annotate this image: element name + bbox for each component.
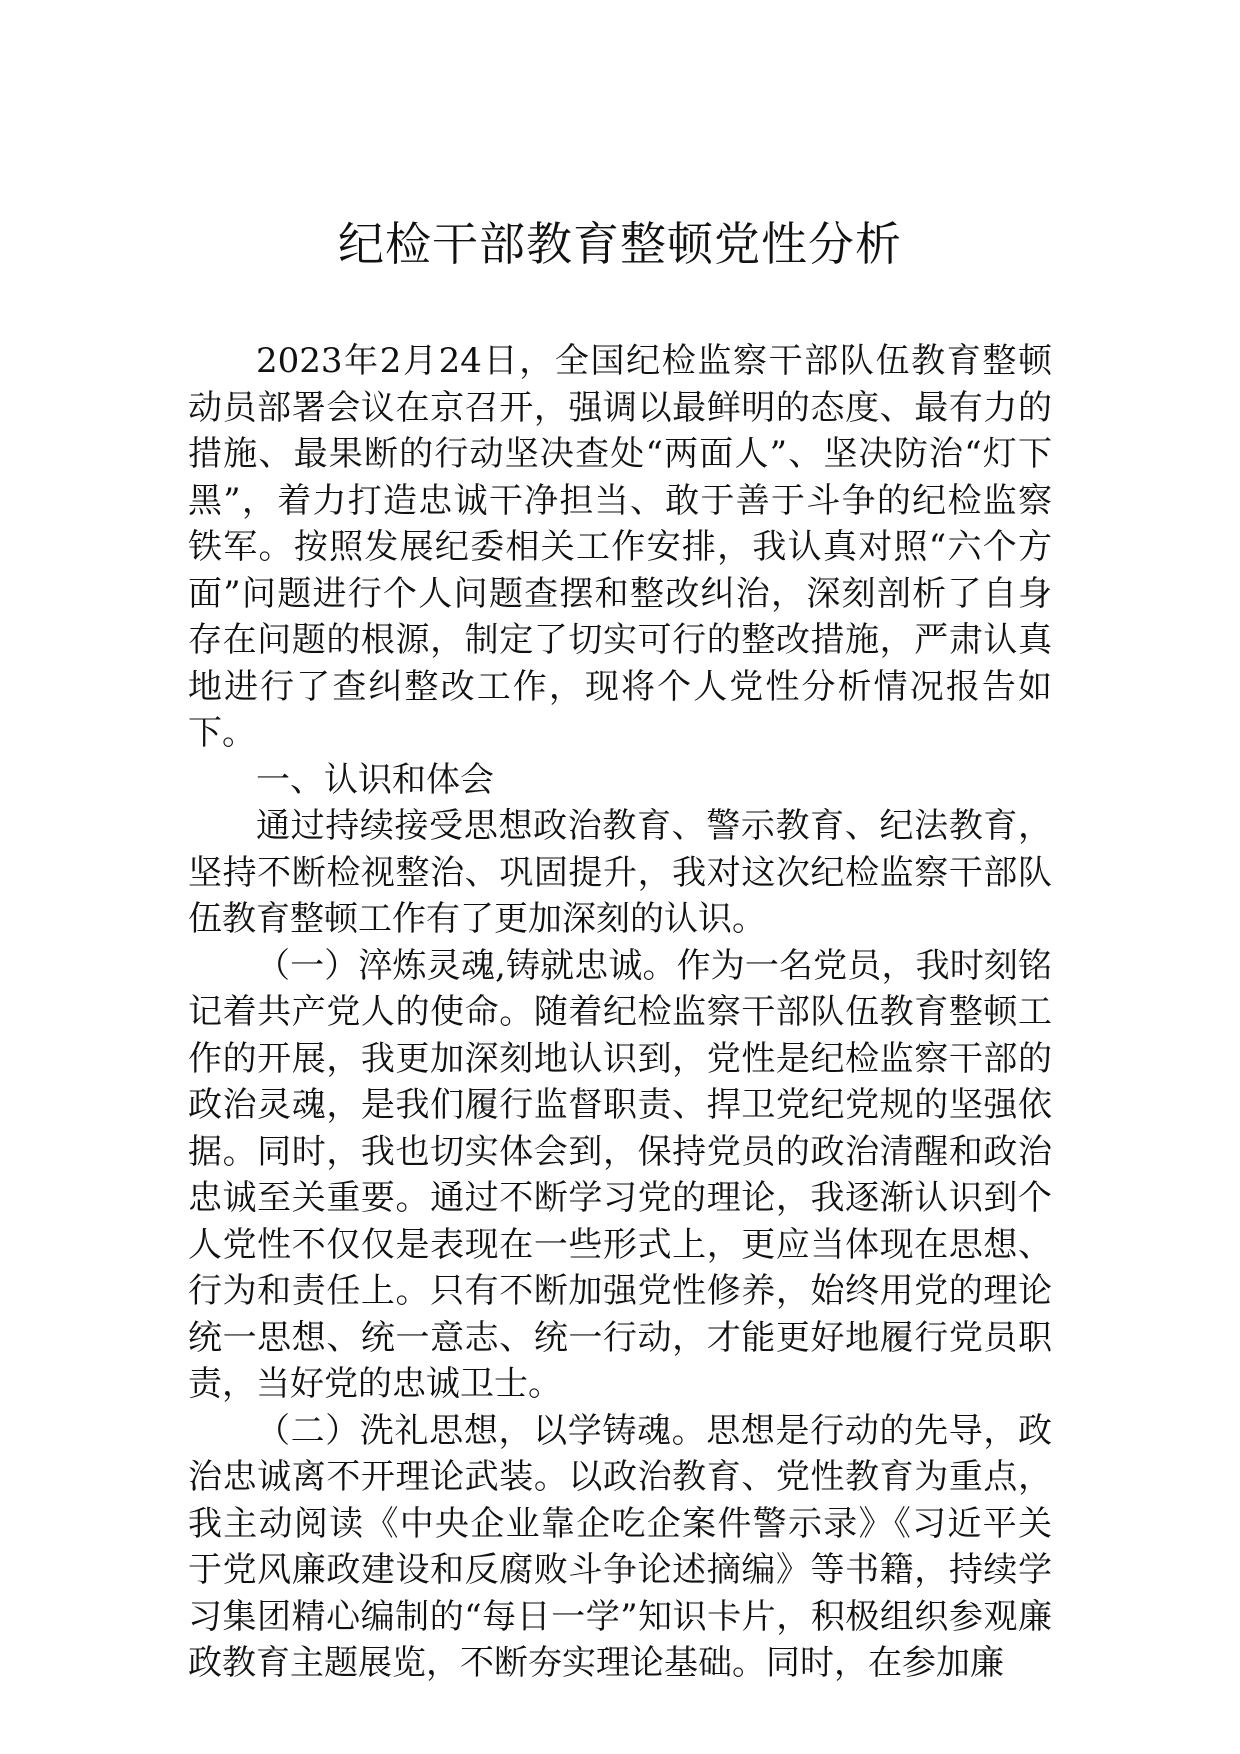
document-body <box>188 338 1052 1687</box>
document-title: 纪检干部教育整顿党性分析 <box>338 217 902 271</box>
paragraph-subsection-1: （一）淬炼灵魂,铸就忠诚。作为一名党员，我时刻铭记着共产党人的使命。随着纪检监察干部队伍教育整顿工作的开展，我更加深刻地认识到，党性是纪检监察干部的政治灵魂，是我们履行监督职责、捍卫党纪党规的坚强依据。同时，我也切实体会到，保持党员的政治清醒和政治忠诚至关重要。通过不断学习党的理论，我逐渐认识到个人党性不仅仅是表现在一些形式上，更应当体现在思想、行为和责任上。只有不断加强党性修养，始终用党的理论统一思想、统一意志、统一行动，才能更好地履行党员职责，当好党的忠诚卫士。 <box>188 945 1052 1404</box>
paragraph-section-1-intro: 通过持续接受思想政治教育、警示教育、纪法教育，坚持不断检视整治、巩固提升，我对这次纪检监察干部队伍教育整顿工作有了更加深刻的认识。 <box>188 806 1052 939</box>
paragraph-intro: 2023年2月24日，全国纪检监察干部队伍教育整顿动员部署会议在京召开，强调以最鲜明的态度、最有力的措施、最果断的行动坚决查处“两面人”、坚决防治“灯下黑”，着力打造忠诚干净担当、敢于善于斗争的纪检监察铁军。按照发展纪委相关工作安排，我认真对照“六个方面”问题进行个人问题查摆和整改纠治，深刻剖析了自身存在问题的根源，制定了切实可行的整改措施，严肃认真地进行了查纠整改工作，现将个人党性分析情况报告如下。 <box>188 341 1052 753</box>
paragraph-subsection-2: （二）洗礼思想，以学铸魂。思想是行动的先导，政治忠诚离不开理论武装。以政治教育、党性教育为重点，我主动阅读《中央企业靠企吃企案件警示录》《习近平关于党风廉政建设和反腐败斗争论述摘编》等书籍，持续学习集团精心编制的“每日一学”知识卡片，积极组织参观廉政教育主题展览，不断夯实理论基础。同时，在参加廉 <box>188 1410 1052 1683</box>
section-heading-1: 一、认识和体会 <box>256 759 494 800</box>
